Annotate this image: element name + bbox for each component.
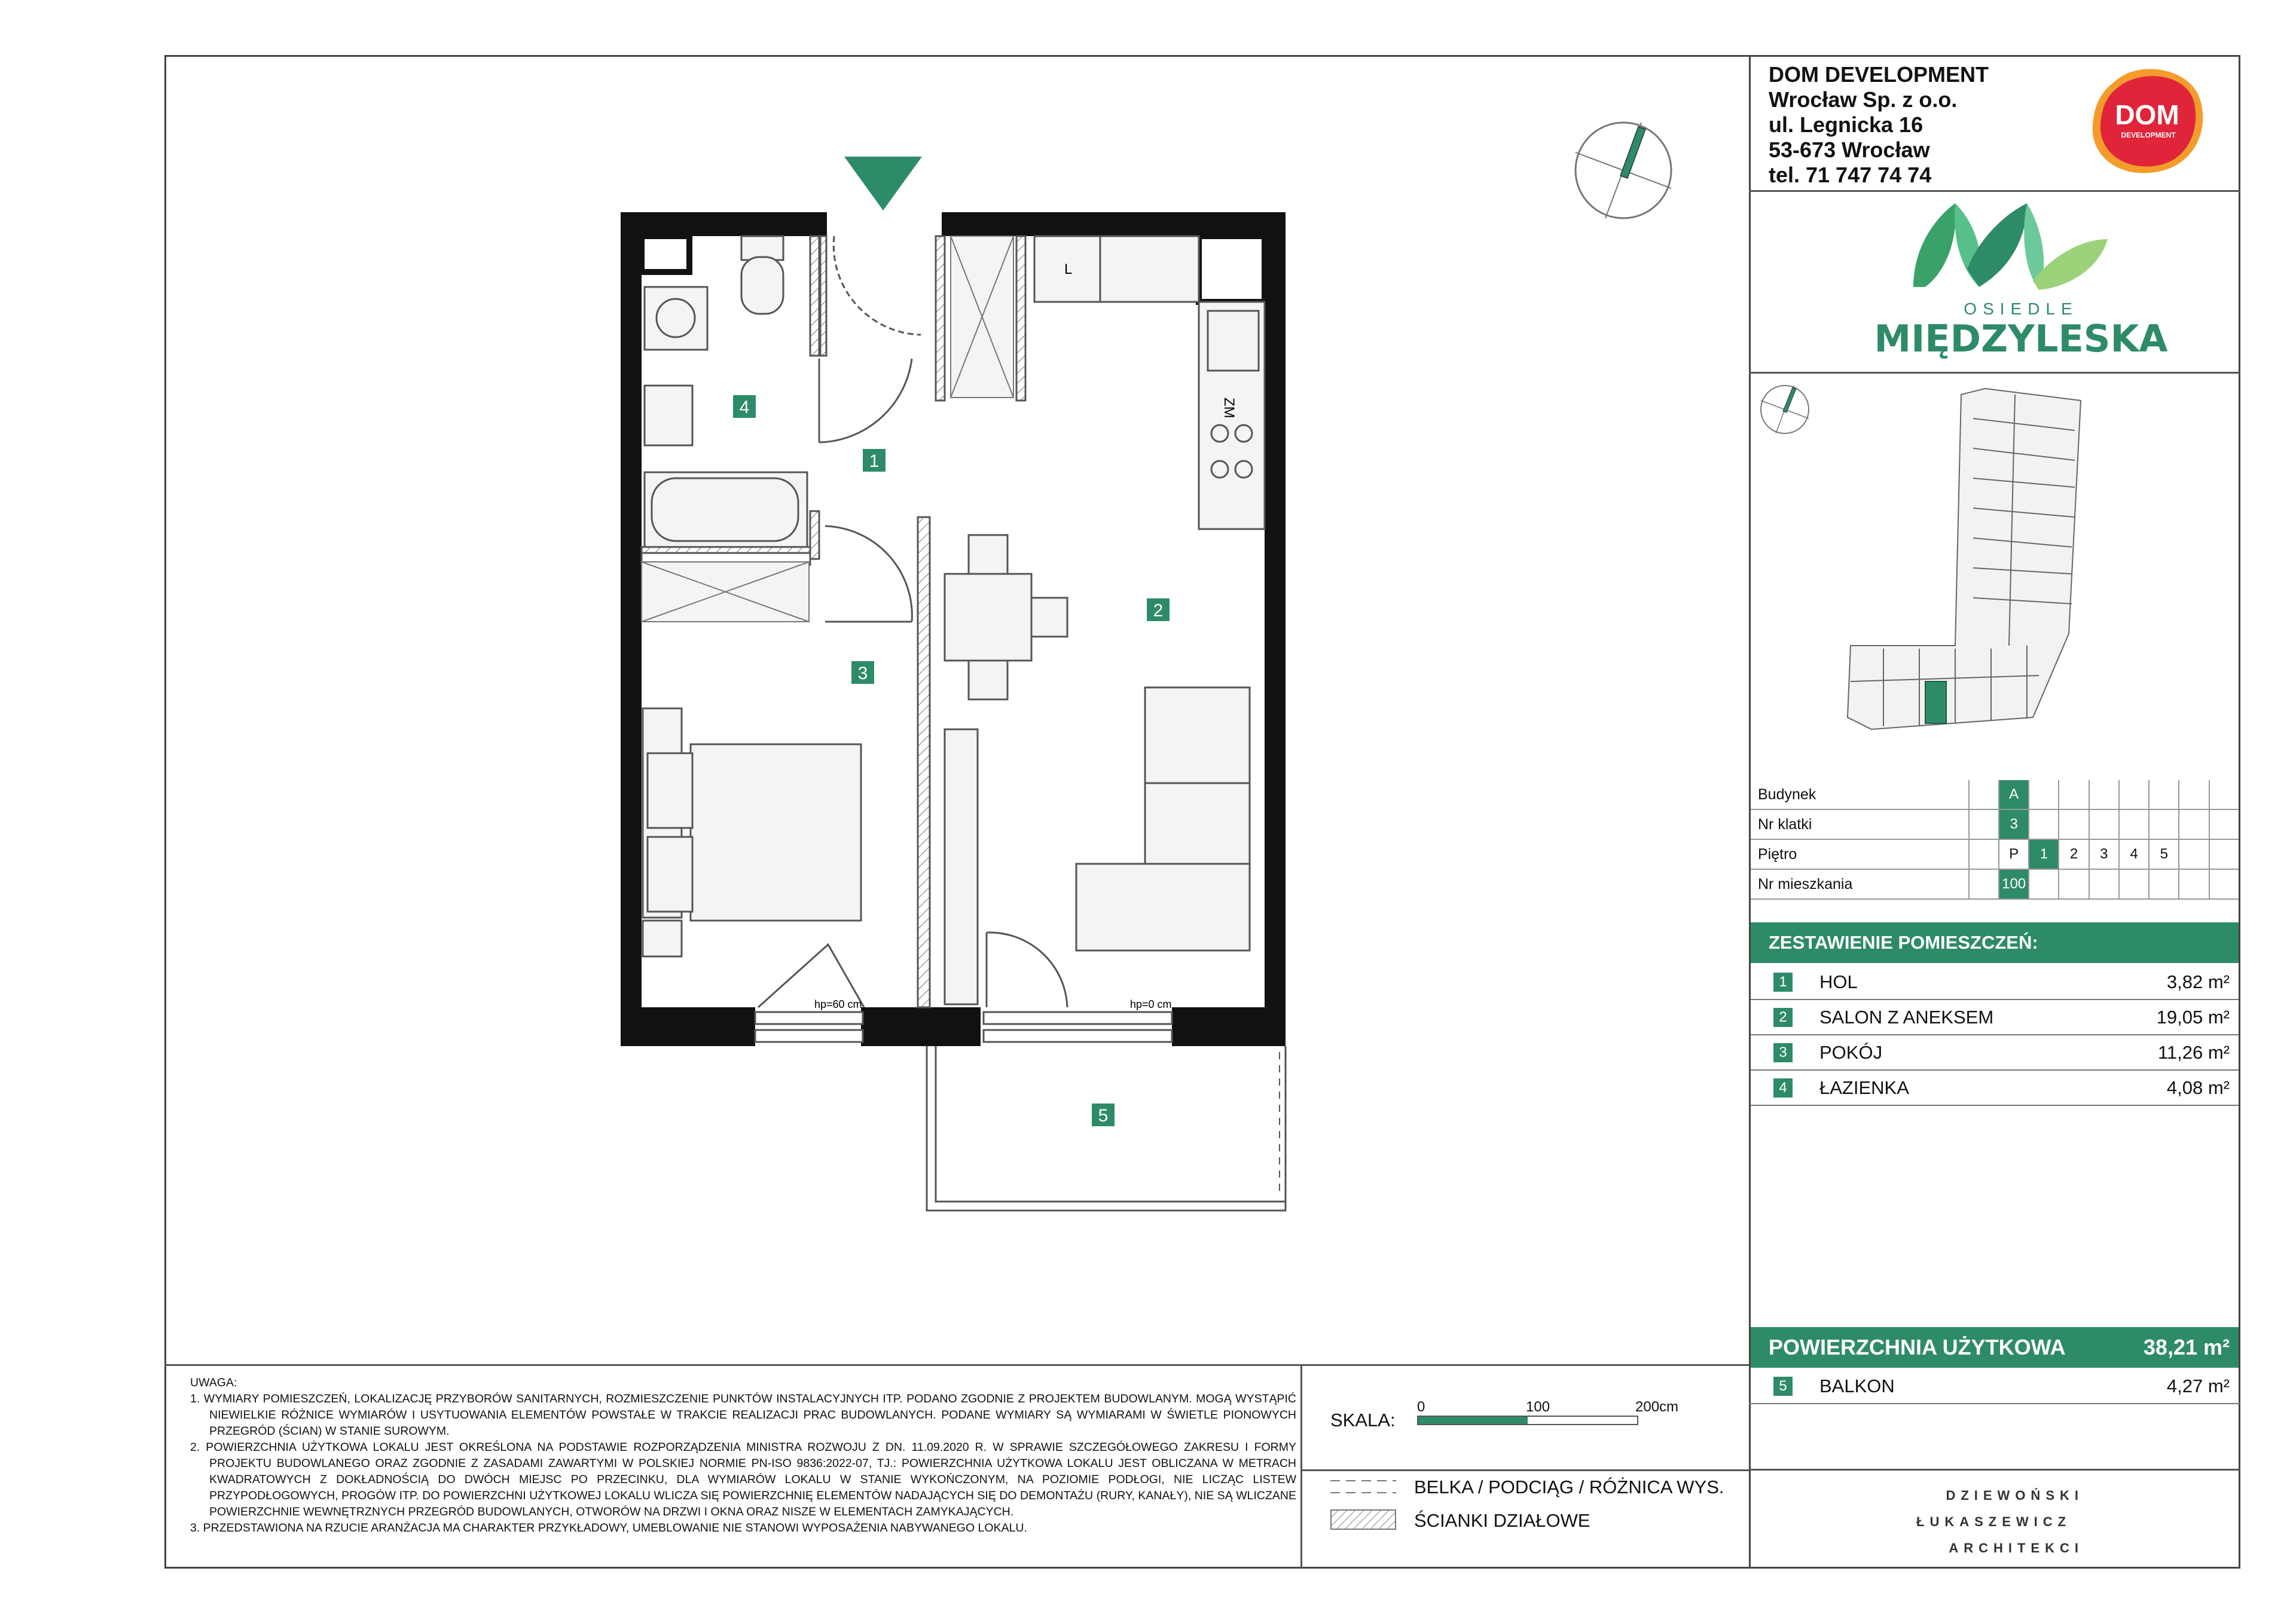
room-label-4: 4 [739,398,750,417]
balcony-area: 4,27 m² [2166,1376,2230,1396]
notes-title: UWAGA: [190,1376,237,1389]
room-number: 3 [1773,1043,1793,1062]
room-number: 1 [1773,973,1793,992]
pietro-value-selected: 1 [2029,839,2059,869]
dishwasher-label: ZM [1221,398,1237,418]
budynek-label: Budynek [1751,780,1969,809]
total-area-label: POWIERZCHNIA UŻYTKOWA [1769,1335,2066,1359]
company-address [1769,62,1989,188]
legend-beam-label: BELKA / PODCIĄG / RÓŻNICA WYS. [1414,1477,1724,1497]
notes-block [190,1375,1296,1536]
logo-development-text: DEVELOPMENT [2121,131,2176,139]
note-item: 2. POWIERZCHNIA UŻYTKOWA LOKALU JEST OKREŚLONA NA PODSTAWIE ROZPORZĄDZENIA MINISTRA ROZWOJU Z DN. 11.09.2020 R. W SPRAWIE SZCZEGÓŁOWEGO ZAKRESU I FORMY PROJEKTU BUDOWLANEGO ORAZ ZGODNIE Z ZASADAMI ZAWARTYMI W POLSKIEJ NORMIE PN-ISO 9836:2022-07, TJ.: POWIERZCHNIA UŻYTKOWA LOKALU JEST OBLICZANA W METRACH KWADRATOWYCH Z DOKŁADNOŚCIĄ DO DWÓCH MIEJSC PO PRZECINKU, DLA WYMIARÓW LOKALU W STANIE WYKOŃCZONYM, NA POZIOMIE PODŁOGI, NIE LICZĄC LISTEW PRZYPODŁOGOWYCH, PROGÓW ITP. DO POWIERZCHNI UŻYTKOWEJ LOKALU WLICZA SIĘ POWIERZCHNIĘ ELEMENTÓW NADAJĄCYCH SIĘ DO DEMONTAŻU (RURY, KANAŁY), NIE SĄ WLICZANE POWIERZCHNIE WEWNĘTRZNYCH PRZEGRÓD BUDOWLANYCH, OTWORÓW NA DRZWI I OKNA ORAZ NISZE W ELEMENTACH ZAMYKAJĄCYCH. [190,1441,1296,1518]
scale-label: SKALA: [1330,1410,1396,1431]
legend-partitions-label: ŚCIANKI DZIAŁOWE [1414,1510,1590,1531]
total-area-bar [1751,1327,2239,1368]
balcony-row [1751,1369,2239,1403]
room-row [1751,965,2239,1000]
table-row [1751,839,2239,869]
scale-tick-label: 100 [1526,1399,1550,1415]
architects-line: DZIEWOŃSKI [1946,1488,2084,1503]
room-area: 19,05 m² [2156,1007,2230,1028]
table-row [1751,809,2239,839]
company-line: tel. 71 747 74 74 [1769,163,1932,187]
room-number: 2 [1773,1008,1793,1027]
project-name: MIĘDZYLESKA [1874,317,2168,360]
balcony-number: 5 [1773,1377,1793,1396]
company-line: ul. Legnicka 16 [1769,112,1923,137]
room-label-1: 1 [869,451,880,471]
building-key-plan [1836,383,2111,747]
pietro-value: 5 [2149,839,2179,869]
room-area: 3,82 m² [2166,971,2230,992]
mieszkanie-value: 100 [1999,869,2029,899]
table-row [1751,869,2239,899]
scale-tick-label: 0 [1417,1399,1425,1415]
divider [1749,1403,2240,1404]
mieszkanie-label: Nr mieszkania [1751,869,1969,899]
divider [1300,1364,1302,1569]
window-height-label: hp=60 cm [814,998,862,1010]
room-name: SALON Z ANEKSEM [1819,1007,1994,1028]
klatka-label: Nr klatki [1751,809,1969,839]
scale-bar [1417,1416,1638,1425]
pietro-label: Piętro [1751,839,1969,869]
room-row [1751,1035,2239,1071]
pietro-value: 3 [2089,839,2119,869]
pietro-value: 4 [2119,839,2149,869]
project-subtitle: OSIEDLE [1964,299,2078,318]
dom-development-logo [2090,65,2209,175]
fridge-label: L [1064,261,1073,277]
beam-legend-icon [1330,1478,1396,1496]
pietro-value: P [1999,839,2029,869]
room-row [1751,1071,2239,1106]
room-number: 4 [1773,1078,1793,1098]
north-arrow-small-icon [1758,383,1812,436]
project-logo [1874,197,2168,371]
architects-logo [1916,1483,2084,1561]
room-label-3: 3 [857,664,868,683]
logo-dom-text: DOM [2115,99,2179,130]
budynek-value: A [1999,780,2029,809]
room-area: 4,08 m² [2166,1077,2230,1098]
divider [1300,1469,1749,1471]
divider [1749,190,2240,192]
table-row [1751,780,2239,809]
scale-tick-label: 200cm [1635,1399,1679,1415]
building-info-table [1751,780,2239,900]
room-area: 11,26 m² [2157,1042,2230,1063]
room-name: HOL [1819,971,1858,992]
total-area-value: 38,21 m² [2143,1335,2230,1359]
pietro-value: 2 [2059,839,2089,869]
room-name: POKÓJ [1819,1042,1883,1063]
room-row [1751,1000,2239,1035]
floor-plan [616,152,1303,1217]
room-label-5: 5 [1098,1106,1109,1126]
divider [1749,1469,2240,1471]
rooms-title: ZESTAWIENIE POMIESZCZEŃ: [1751,922,2239,963]
divider [1749,372,2240,374]
company-line: Wrocław Sp. z o.o. [1769,87,1958,112]
note-item: 1. WYMIARY POMIESZCZEŃ, LOKALIZACJĘ PRZYBORÓW SANITARNYCH, ROZMIESZCZENIE PUNKTÓW INSTALACYJNYCH ITP. PODANO ZGODNIE Z PROJEKTEM BUDOWLANYM. MOGĄ WYSTĄPIĆ NIEWIELKIE RÓŻNICE WYMIARÓW I USYTUOWANIA ELEMENTÓW POWSTAŁE W TRAKCIE REALIZACJI PRAC BUDOWLANYCH. PODANE WYMIARY SĄ WYMIARAMI W ŚWIETLE PIONOWYCH PRZEGRÓD (ŚCIAN) W STANIE SUROWYM. [190,1392,1296,1438]
rooms-list [1751,965,2239,1106]
north-arrow-icon [1573,120,1674,221]
company-line: 53-673 Wrocław [1769,137,1930,162]
company-line: DOM DEVELOPMENT [1769,62,1989,87]
divider [164,1364,1749,1366]
balcony-name: BALKON [1819,1376,1895,1396]
architects-line: ŁUKASZEWICZ [1916,1514,2072,1529]
architects-line: ARCHITEKCI [1949,1541,2084,1555]
partition-legend-icon [1330,1509,1396,1530]
note-item: 3. PRZEDSTAWIONA NA RZUCIE ARANŻACJA MA CHARAKTER PRZYKŁADOWY, UMEBLOWANIE NIE STANOWI WYPOSAŻENIA NABYWANEGO LOKALU. [190,1521,1027,1535]
room-label-2: 2 [1153,601,1164,621]
klatka-value: 3 [1999,809,2029,839]
room-name: ŁAZIENKA [1819,1077,1909,1098]
window-height-label: hp=0 cm [1130,998,1172,1010]
